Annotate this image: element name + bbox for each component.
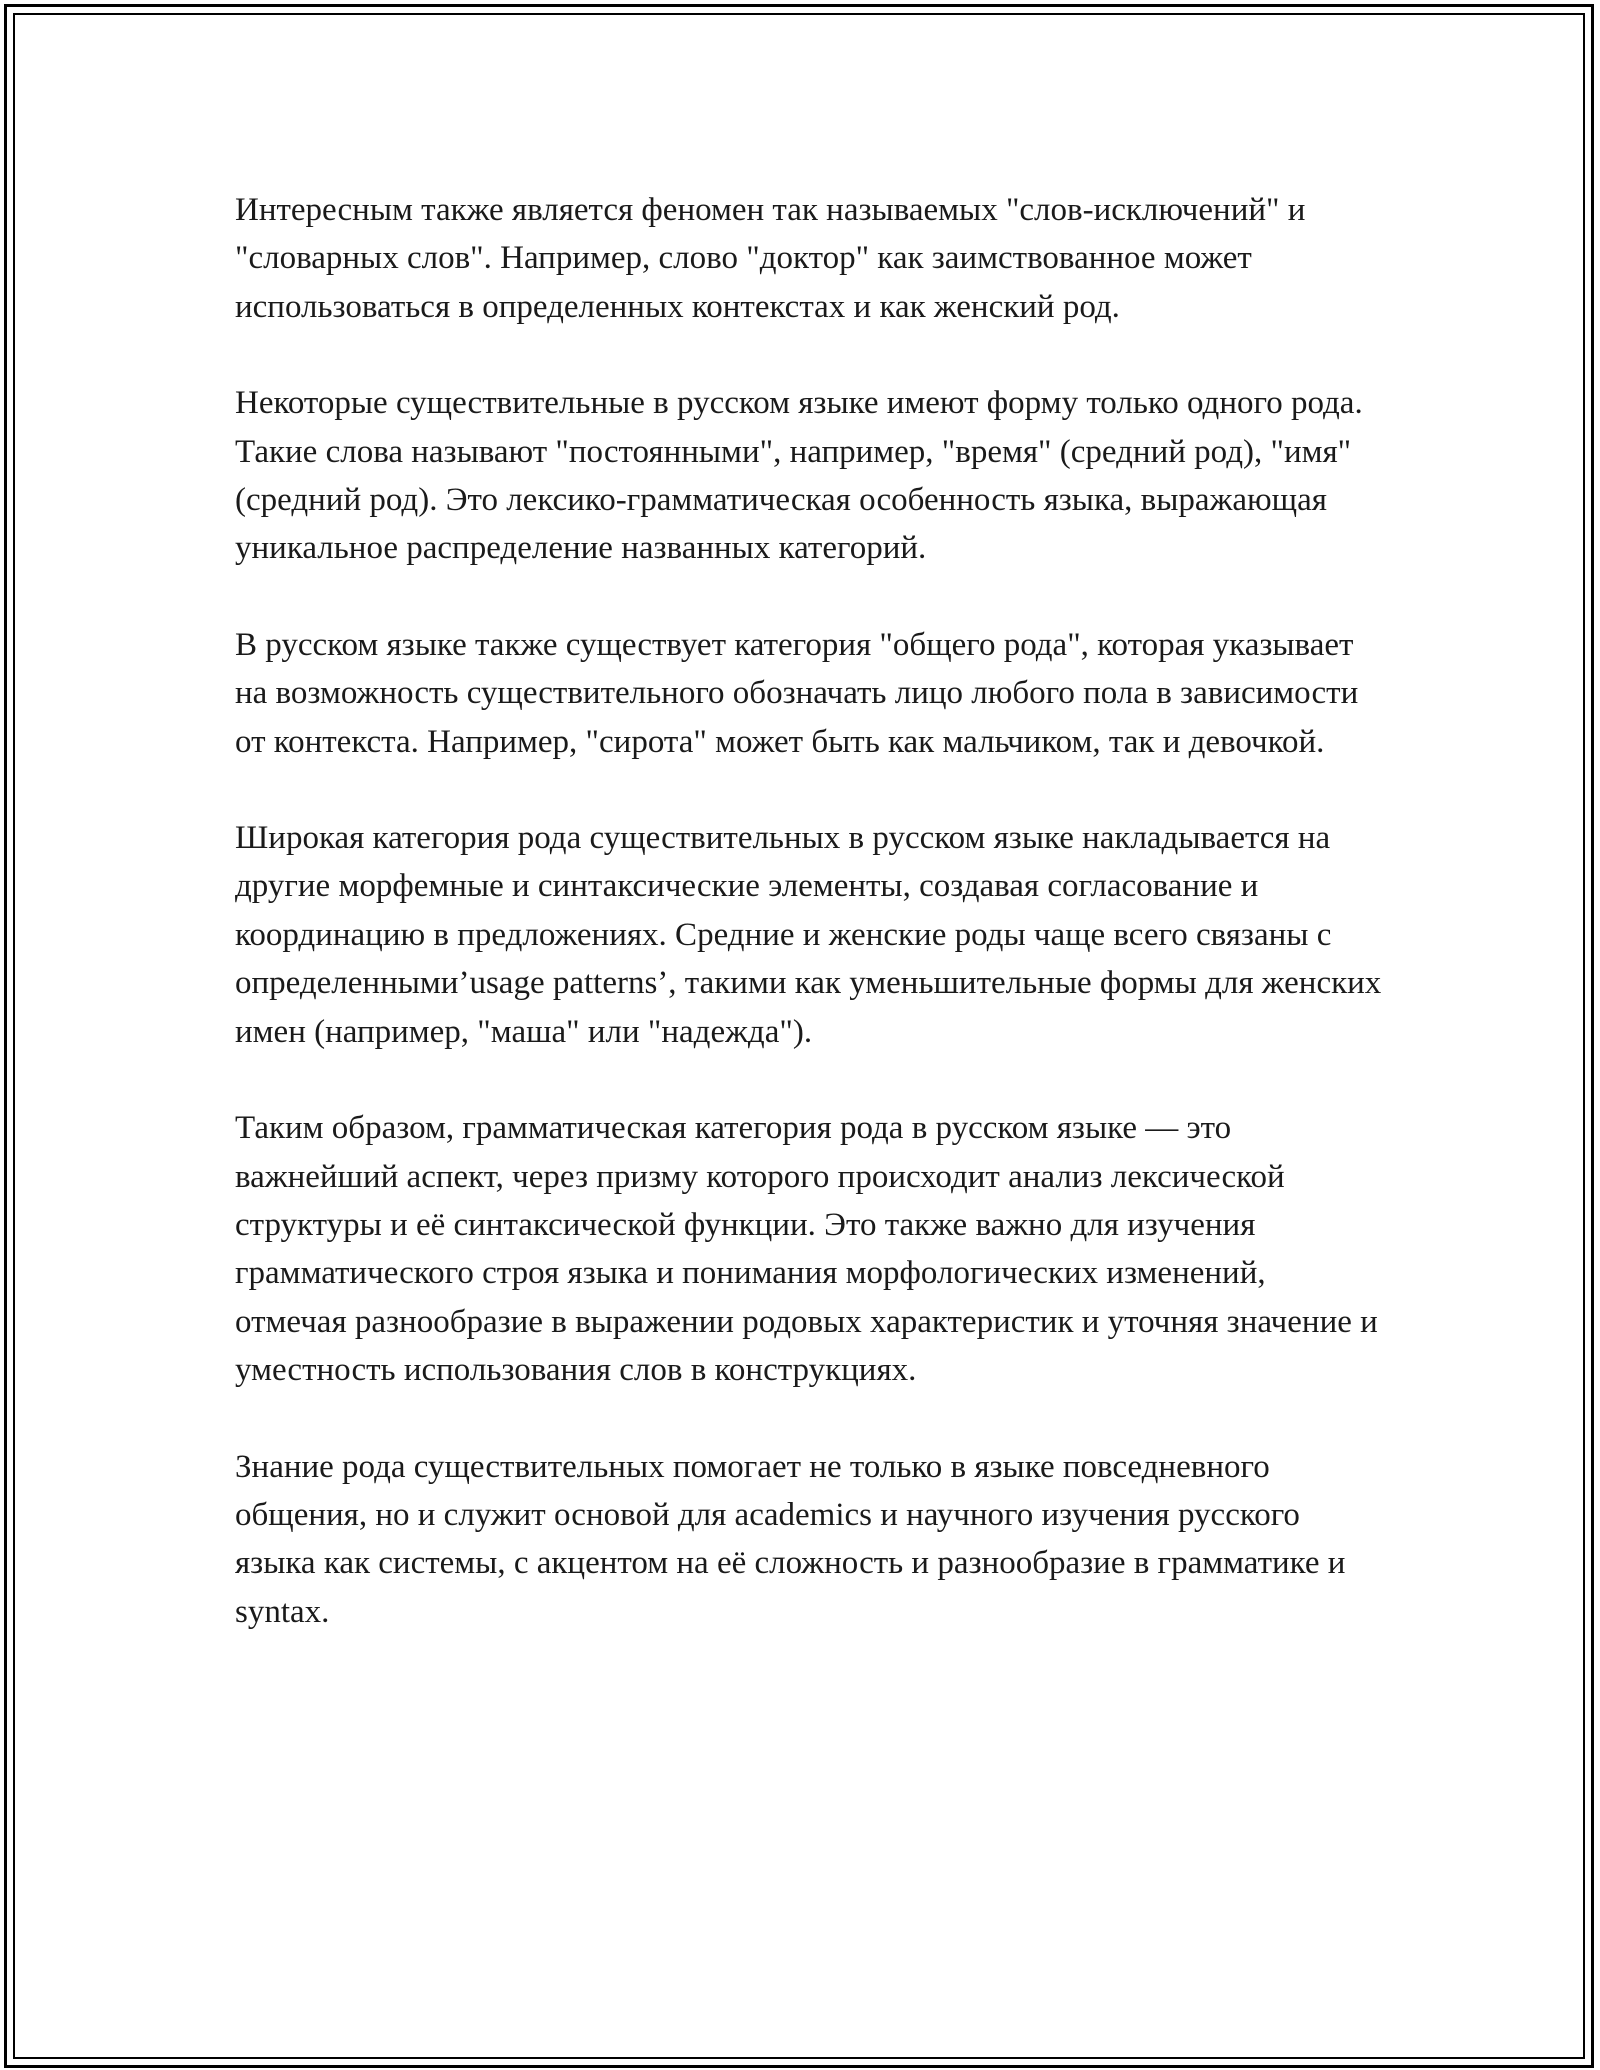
paragraph-1: Интересным также является феномен так называемых "слов-исключений" и "словарных слов". Например, слово "доктор" как заимствованное может использоваться в определенных контекстах и как женский род. <box>235 192 1306 325</box>
paragraph-6: Знание рода существительных помогает не только в языке повседневного общения, но и служит основой для academics и научного изучения русского языка как системы, с акцентом на её сложность и разнообразие в грамматике и syntax. <box>235 1448 1346 1630</box>
paragraph-2: Некоторые существительные в русском языке имеют форму только одного рода. Такие слова называют "постоянными", например, "время" (средний род), "имя" (средний род). Это лексико-грамматическая особенность языка, выражающая уникальное распределение названных категорий. <box>235 385 1363 567</box>
document-body <box>235 186 1385 1684</box>
paragraph-4: Широкая категория рода существительных в русском языке накладывается на другие морфемные и синтаксические элементы, создавая согласование и координацию в предложениях. Средние и женские роды чаще всего связаны с определенными’usage patterns’, такими как уменьшительные формы для женских имен (например, "маша" или "надежда"). <box>235 820 1382 1050</box>
paragraph-3: В русском языке также существует категория "общего рода", которая указывает на возможность существительного обозначать лицо любого пола в зависимости от контекста. Например, "сирота" может быть как мальчиком, так и девочкой. <box>235 626 1359 760</box>
paragraph-5: Таким образом, грамматическая категория рода в русском языке — это важнейший аспект, через призму которого происходит анализ лексической структуры и её синтаксической функции. Это также важно для изучения грамматического строя языка и понимания морфологических изменений, отмечая разнообразие в выражении родовых характеристик и уточняя значение и уместность использования слов в конструкциях. <box>235 1110 1378 1389</box>
